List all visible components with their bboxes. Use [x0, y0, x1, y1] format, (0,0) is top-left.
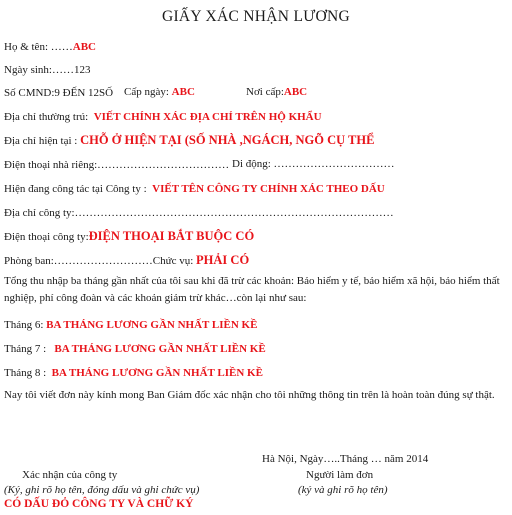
applicant-title: Người làm đơn — [306, 469, 374, 481]
name-value: ABC — [72, 41, 96, 53]
company-value: VIẾT TÊN CÔNG TY CHÍNH XÁC THEO DẤU — [152, 183, 385, 195]
applicant-note: (ký và ghi rõ họ tên) — [298, 484, 388, 496]
company-phone-line — [4, 229, 254, 244]
request-paragraph: Nay tôi viết đơn này kính mong Ban Giám đốc xác nhận cho tôi những thông tin trên là hoàn toàn đúng sự thật. — [4, 389, 495, 401]
month-row — [4, 318, 257, 332]
company-stamp-note: CÓ DẤU ĐỎ CÔNG TY VÀ CHỮ KÝ — [4, 498, 194, 510]
company-confirm-title: Xác nhận của công ty — [22, 469, 118, 481]
mobile-label: Di động: …………………………… — [232, 158, 395, 170]
current-address-line — [4, 133, 374, 148]
document-title: GIẤY XÁC NHẬN LƯƠNG — [161, 8, 351, 25]
permanent-address-value: VIẾT CHÍNH XÁC ĐỊA CHỈ TRÊN HỘ KHẨU — [93, 111, 322, 123]
company-address-line — [4, 206, 394, 220]
company-confirm-note: (Ký, ghi rõ họ tên, đóng dấu và ghi chức vụ) — [4, 484, 200, 496]
income-paragraph: Tổng thu nhập ba tháng gần nhất của tôi sau khi đã trừ các khoản: Bảo hiểm y tế, bảo hiểm xã hội, bảo hiểm thất nghiệp, phí công đoàn và các khoản giảm trừ khác…còn lại như sau: — [4, 275, 500, 304]
mobile-line — [232, 158, 395, 170]
month-label: Tháng 7 : — [4, 343, 47, 355]
month-value: BA THÁNG LƯƠNG GẦN NHẤT LIỀN KỀ — [54, 343, 266, 355]
issue-date-value: ABC — [171, 86, 195, 98]
current-address-label: Địa chỉ hiện tại : — [4, 135, 78, 147]
id-label: Số CMND:9 ĐẾN 12SỐ — [4, 87, 114, 99]
month-row — [4, 342, 266, 356]
issue-date-label: Cấp ngày: — [124, 86, 169, 98]
home-phone-line — [4, 158, 229, 172]
month-value: BA THÁNG LƯƠNG GẦN NHẤT LIỀN KỀ — [46, 319, 258, 331]
id-line — [4, 86, 113, 100]
permanent-address-line — [4, 110, 322, 124]
name-line — [4, 40, 96, 54]
current-address-value: CHỖ Ở HIỆN TẠI (SỐ NHÀ ,NGÁCH, NGÕ CỤ THỂ — [80, 133, 375, 147]
department-line — [4, 253, 249, 268]
issue-place — [246, 86, 307, 98]
issue-place-value: ABC — [283, 86, 308, 98]
dob-label: Ngày sinh:……123 — [4, 64, 91, 76]
date-line: Hà Nội, Ngày…..Tháng … năm 2014 — [262, 453, 429, 465]
issue-date — [124, 86, 195, 98]
permanent-address-label: Địa chỉ thường trú: — [4, 111, 89, 123]
company-address-label: Địa chỉ công ty:…………………………………………………………………………… — [4, 207, 394, 219]
month-row — [4, 366, 263, 380]
department-label: Phòng ban:………………………Chức vụ: — [4, 255, 194, 267]
home-phone-label: Điện thoại nhà riêng:……………………………… — [4, 159, 230, 171]
company-phone-value: ĐIỆN THOẠI BẮT BUỘC CÓ — [88, 229, 255, 243]
company-line — [4, 182, 385, 196]
dob-line — [4, 63, 90, 77]
name-label: Họ & tên: …… — [4, 41, 73, 53]
month-value: BA THÁNG LƯƠNG GẦN NHẤT LIỀN KỀ — [51, 367, 263, 379]
company-phone-label: Điện thoại công ty: — [4, 231, 89, 243]
month-label: Tháng 8 : — [4, 367, 47, 379]
department-value: PHẢI CÓ — [196, 253, 250, 267]
company-label: Hiện đang công tác tại Công ty : — [4, 183, 147, 195]
issue-place-label: Nơi cấp: — [246, 86, 284, 98]
month-label: Tháng 6: — [4, 319, 44, 331]
